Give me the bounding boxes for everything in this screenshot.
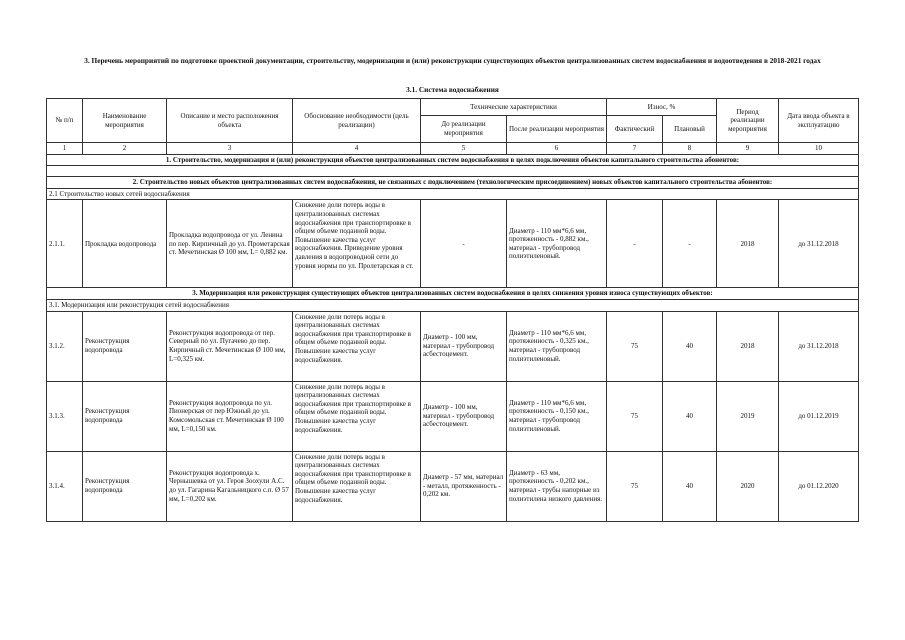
col-number: 1: [47, 143, 83, 155]
row-date: до 01.12.2019: [779, 381, 859, 451]
row-num: 3.1.2.: [47, 311, 83, 381]
header-date: Дата ввода объекта в эксплуатацию: [779, 99, 859, 143]
col-number: 2: [83, 143, 167, 155]
col-number: 9: [717, 143, 779, 155]
row-justification-text: Снижение доли потерь воды в централизованных системах водоснабжения при транспортировке в общем объеме поданной воды. Повышение качества услуг водоснабжения.: [295, 312, 411, 364]
col-number: 5: [421, 143, 507, 155]
section-row: [47, 288, 859, 300]
section-heading-2: 2. Строительство новых объектов централизованных систем водоснабжения, не связанных с подключением (технологическим присоединением) новых объектов капитального строительства абонентов:: [47, 177, 859, 189]
table-row: [47, 381, 859, 451]
row-before: Диаметр - 100 мм, материал - трубопровод асбестоцемент.: [421, 381, 507, 451]
section-subtitle: 3.1. Система водоснабжения: [406, 85, 499, 94]
row-after: Диаметр - 63 мм, протяженность - 0,202 км., материал - трубы напорные из полиэтилена низкого давления.: [507, 451, 607, 521]
row-justification: [293, 311, 421, 381]
row-justification: [293, 200, 421, 288]
col-number: 6: [507, 143, 607, 155]
row-justification-text: Снижение доли потерь воды в централизованных системах водоснабжения при транспортировке в общем объеме поданной воды. Повышение качества услуг водоснабжения.: [295, 452, 411, 504]
header-num: № п/п: [47, 99, 83, 143]
section-heading-1: 1. Строительство, модернизация и (или) реконструкция объектов централизованных систем водоснабжения в целях подключения объектов капитального строительства абонентов:: [47, 154, 859, 166]
section-row: [47, 154, 859, 166]
subsection-heading-3-1: 3.1. Модернизация или реконструкция сетей водоснабжения: [47, 299, 859, 311]
row-justification-text: Снижение доли потерь воды в централизованных системах водоснабжения при транспортировке в общем объеме поданной воды. Повышение качества услуг водоснабжения.: [295, 382, 411, 434]
row-after: Диаметр - 110 мм*6,6 мм, протяженность - 0,325 км., материал - трубопровод полиэтиленовый.: [507, 311, 607, 381]
header-wear: Износ, %: [607, 99, 717, 116]
row-before: -: [421, 200, 507, 288]
header-desc: Описание и место расположения объекта: [167, 99, 293, 143]
header-name: Наименование мероприятия: [83, 99, 167, 143]
empty-row: [47, 166, 859, 177]
col-number: 3: [167, 143, 293, 155]
row-justification: [293, 381, 421, 451]
row-num: 3.1.3.: [47, 381, 83, 451]
section-heading-3: 3. Модернизация или реконструкция существующих объектов централизованных систем водоснабжения в целях снижения уровня износа существующих объектов:: [47, 288, 859, 300]
row-name: Реконструкция водопровода: [83, 381, 167, 451]
row-period: 2020: [717, 451, 779, 521]
header-wear-planned: Плановый: [663, 116, 717, 143]
subsection-row: [47, 188, 859, 200]
row-wear-actual: 75: [607, 381, 663, 451]
row-after: Диаметр - 110 мм*6,6 мм, протяженность - 0,882 км., материал - трубопровод полиэтиленовый.: [507, 200, 607, 288]
header-period: Период реализации мероприятия: [717, 99, 779, 143]
column-number-row: [47, 143, 859, 155]
row-desc: Прокладка водопровода от ул. Ленина по пер. Кирпичный до ул. Прометарская ст. Мечетинская Ø 100 мм, L= 0,882 км.: [167, 200, 293, 288]
row-justification: [293, 451, 421, 521]
row-before: Диаметр - 100 мм, материал - трубопровод асбестоцемент.: [421, 311, 507, 381]
row-justification-text: Снижение доли потерь воды в централизованных системах водоснабжения при транспортировке в общем объеме поданной воды. Повышение качества услуг водоснабжения. Приведение уровня давления в водопроводной сети до уровня нормы по ул. Пролетарская в ст.: [295, 201, 414, 270]
header-tech-after: После реализации мероприятия: [507, 116, 607, 143]
table-row: [47, 200, 859, 288]
header-justification: Обоснование необходимости (цель реализации): [293, 99, 421, 143]
row-date: до 31.12.2018: [779, 311, 859, 381]
header-row-1: [47, 99, 859, 116]
col-number: 8: [663, 143, 717, 155]
row-period: 2018: [717, 200, 779, 288]
row-after: Диаметр - 110 мм*6,6 мм, протяженность - 0,150 км., материал - трубопровод полиэтиленовый.: [507, 381, 607, 451]
row-name: Прокладка водопровода: [83, 200, 167, 288]
header-tech: Технические характеристики: [421, 99, 607, 116]
row-period: 2019: [717, 381, 779, 451]
row-name: Реконструкция водопровода: [83, 451, 167, 521]
table-row: [47, 311, 859, 381]
row-wear-actual: -: [607, 200, 663, 288]
row-wear-planned: 40: [663, 381, 717, 451]
row-name: Реконструкция водопровода: [83, 311, 167, 381]
subsection-row: [47, 299, 859, 311]
row-wear-actual: 75: [607, 311, 663, 381]
row-num: 3.1.4.: [47, 451, 83, 521]
col-number: 10: [779, 143, 859, 155]
document-title: 3. Перечень мероприятий по подготовке проектной документации, строительству, модернизации и (или) реконструкции существующих объектов централизованных систем водоснабжения и водоотведения в 2018-2021 годах: [84, 56, 821, 65]
row-num: 2.1.1.: [47, 200, 83, 288]
row-period: 2018: [717, 311, 779, 381]
row-wear-planned: 40: [663, 311, 717, 381]
row-wear-planned: -: [663, 200, 717, 288]
table-row: [47, 451, 859, 521]
row-desc: Реконструкция водопровода по ул. Пионерская от пер Южный до ул. Комсомольская ст. Мечетинская Ø 100 мм, L=0,150 км.: [167, 381, 293, 451]
row-date: до 01.12.2020: [779, 451, 859, 521]
col-number: 7: [607, 143, 663, 155]
row-desc: Реконструкция водопровода от пер. Северный по ул. Пугачево до пер. Кирпичный ст. Мечетинская Ø 100 мм, L=0,325 км.: [167, 311, 293, 381]
row-wear-actual: 75: [607, 451, 663, 521]
col-number: 4: [293, 143, 421, 155]
subsection-heading-2-1: 2.1 Строительство новых сетей водоснабжения: [47, 188, 859, 200]
header-tech-before: До реализации мероприятия: [421, 116, 507, 143]
row-date: до 31.12.2018: [779, 200, 859, 288]
row-wear-planned: 40: [663, 451, 717, 521]
row-desc: Реконструкция водопровода х. Чернышевка от ул. Героя Зоохули А.С. до ул. Гагарина Кагальницкого с.п. Ø 57 мм, L=0,202 км.: [167, 451, 293, 521]
section-row: [47, 177, 859, 189]
measures-table: [46, 98, 859, 522]
header-wear-actual: Фактический: [607, 116, 663, 143]
row-before: Диаметр - 57 мм, материал - металл, протяженность - 0,202 км.: [421, 451, 507, 521]
empty-cell: [47, 166, 859, 177]
